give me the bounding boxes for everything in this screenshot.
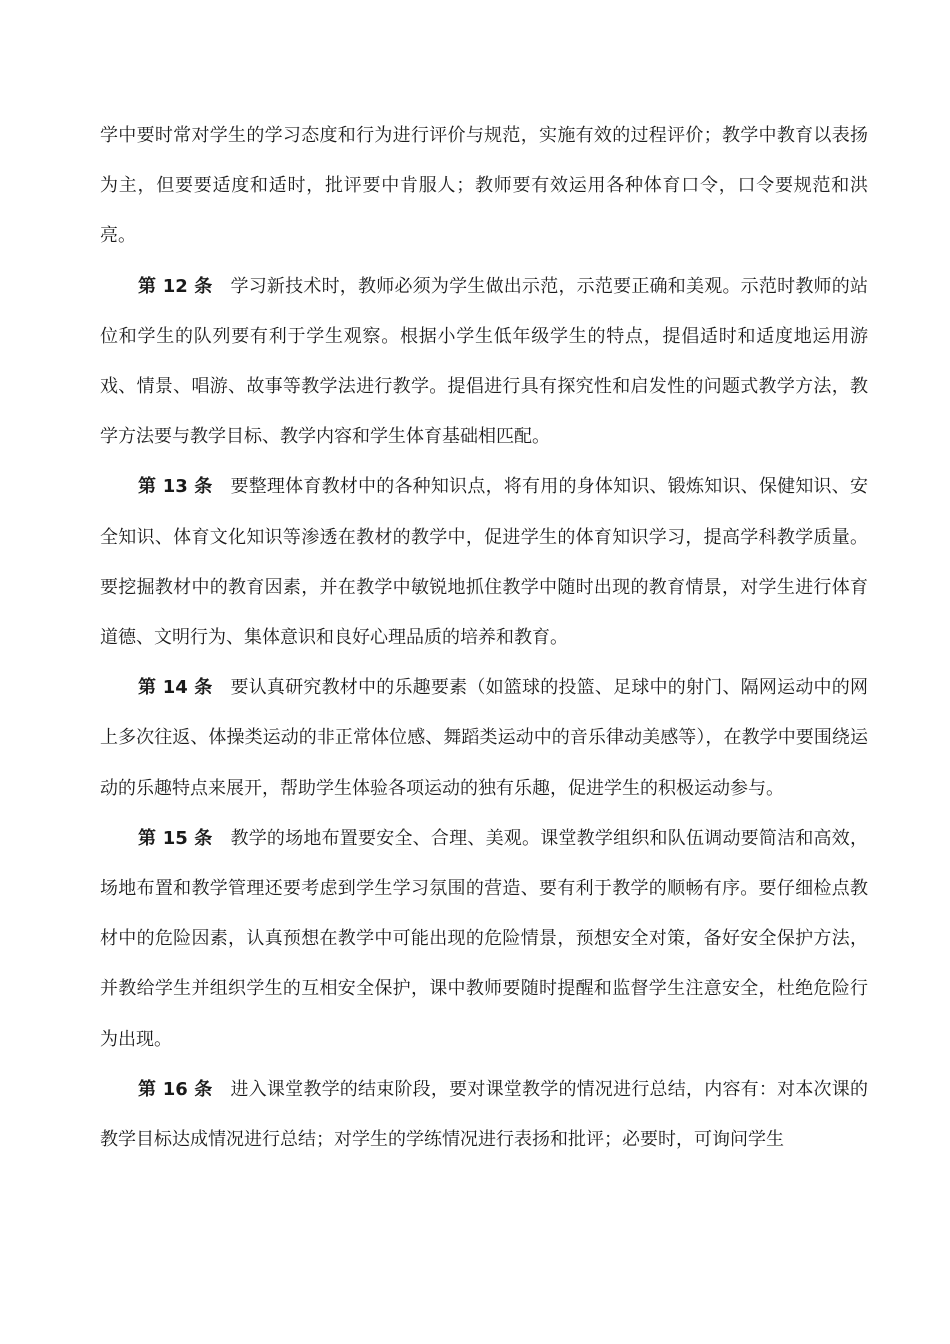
paragraph-text: 要整理体育教材中的各种知识点，将有用的身体知识、锻炼知识、保健知识、安全知识、体育文化知识等渗透在教材的教学中，促进学生的体育知识学习，提高学科教学质量。要挖掘教材中的教育因素，并在教学中敏锐地抓住教学中随时出现的教育情景，对学生进行体育道德、文明行为、集体意识和良好心理品质的培养和教育。 [100, 476, 868, 649]
article-15 [100, 814, 868, 1065]
article-14 [100, 663, 868, 814]
paragraph-text: 教学的场地布置要安全、合理、美观。课堂教学组织和队伍调动要简洁和高效，场地布置和教学管理还要考虑到学生学习氛围的营造、要有利于教学的顺畅有序。要仔细检点教材中的危险因素，认真预想在教学中可能出现的危险情景，预想安全对策，备好安全保护方法，并教给学生并组织学生的互相安全保护，课中教师要随时提醒和监督学生注意安全，杜绝危险行为出现。 [100, 827, 868, 1050]
article-12 [100, 262, 868, 463]
paragraph-continuation [100, 111, 868, 262]
article-number: 第 14 条 [138, 677, 213, 699]
article-number: 第 16 条 [138, 1078, 213, 1100]
article-13 [100, 462, 868, 663]
paragraph-text: 学中要时常对学生的学习态度和行为进行评价与规范，实施有效的过程评价；教学中教育以表扬为主，但要要适度和适时，批评要中肯服人；教师要有效运用各种体育口令，口令要规范和洪亮。 [100, 125, 868, 247]
article-16 [100, 1065, 868, 1165]
paragraph-text: 进入课堂教学的结束阶段，要对课堂教学的情况进行总结，内容有：对本次课的教学目标达成情况进行总结；对学生的学练情况进行表扬和批评；必要时，可询问学生 [100, 1078, 868, 1151]
article-number: 第 12 条 [138, 275, 213, 297]
article-number: 第 15 条 [138, 827, 213, 849]
article-number: 第 13 条 [138, 476, 213, 498]
paragraph-text: 学习新技术时，教师必须为学生做出示范，示范要正确和美观。示范时教师的站位和学生的队列要有利于学生观察。根据小学生低年级学生的特点，提倡适时和适度地运用游戏、情景、唱游、故事等教学法进行教学。提倡进行具有探究性和启发性的问题式教学方法，教学方法要与教学目标、教学内容和学生体育基础相匹配。 [100, 275, 868, 448]
paragraph-text: 要认真研究教材中的乐趣要素（如篮球的投篮、足球中的射门、隔网运动中的网上多次往返、体操类运动的非正常体位感、舞蹈类运动中的音乐律动美感等），在教学中要围绕运动的乐趣特点来展开，帮助学生体验各项运动的独有乐趣，促进学生的积极运动参与。 [100, 677, 868, 799]
